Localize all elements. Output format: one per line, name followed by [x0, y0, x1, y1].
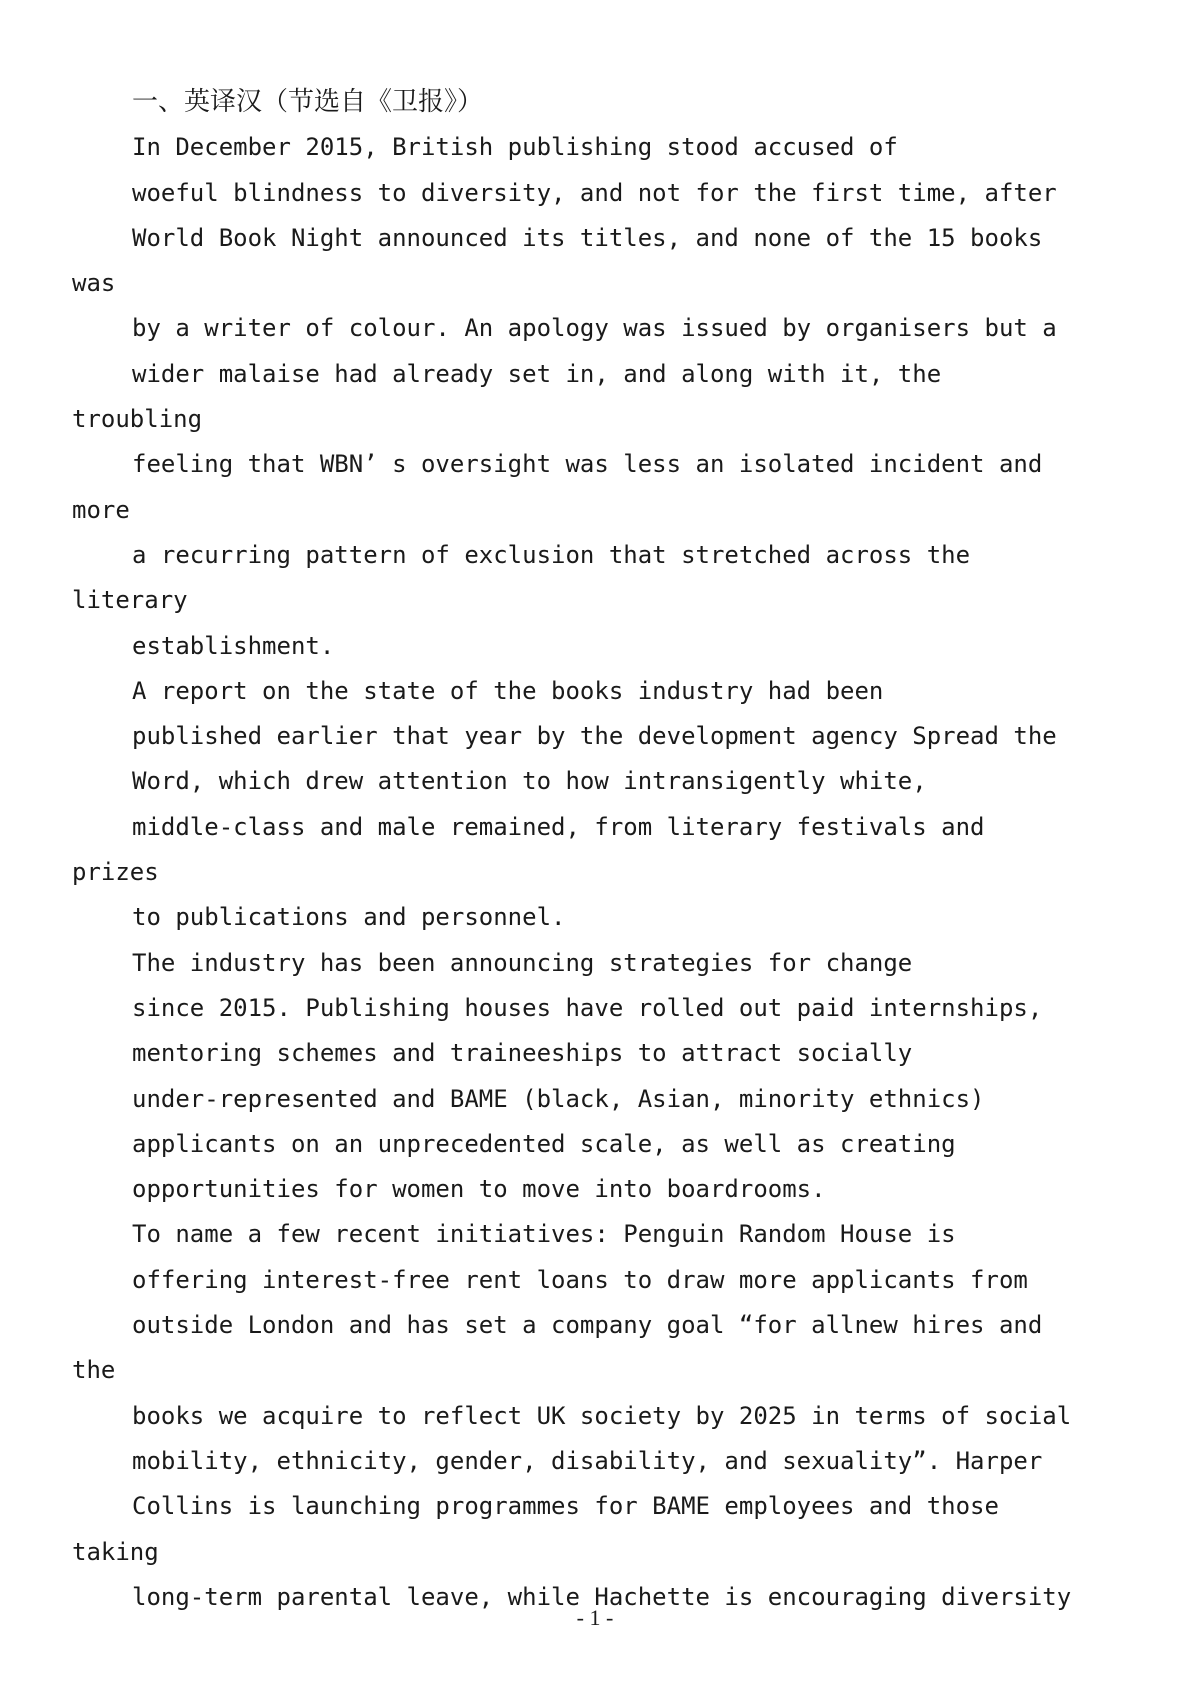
text-line: mentoring schemes and traineeships to attract socially	[132, 1039, 913, 1068]
text-line: outside London and has set a company goal “for allnew hires and	[132, 1311, 1043, 1340]
text-line: applicants on an unprecedented scale, as well as creating	[132, 1129, 956, 1158]
text-line: published earlier that year by the development agency Spread the	[132, 722, 1057, 751]
text-line: wider malaise had already set in, and along with it, the	[132, 359, 942, 388]
text-line-wrapped: troubling	[72, 405, 203, 434]
text-line: Word, which drew attention to how intransigently white,	[132, 767, 927, 796]
text-line: A report on the state of the books industry had been	[132, 676, 884, 705]
text-line: In December 2015, British publishing stood accused of	[132, 133, 898, 162]
text-line: long-term parental leave, while Hachette is encouraging diversity	[132, 1582, 1072, 1611]
text-line: to publications and personnel.	[132, 903, 566, 932]
text-line: establishment.	[132, 631, 335, 660]
section-heading: 一、英译汉（节选自《卫报》）	[132, 87, 484, 117]
text-line-wrapped: more	[72, 495, 130, 524]
text-line: by a writer of colour. An apology was issued by organisers but a	[132, 314, 1057, 343]
text-line: World Book Night announced its titles, and none of the 15 books	[132, 223, 1043, 252]
document-body	[0, 80, 1190, 1620]
text-line: The industry has been announcing strategies for change	[132, 948, 913, 977]
text-line-wrapped: was	[72, 269, 116, 298]
text-line: feeling that WBN’ s oversight was less an isolated incident and	[132, 450, 1043, 479]
text-line-wrapped: taking	[72, 1537, 159, 1566]
text-line: opportunities for women to move into boardrooms.	[132, 1175, 826, 1204]
text-line: middle-class and male remained, from literary festivals and	[132, 812, 985, 841]
text-line: under-represented and BAME (black, Asian, minority ethnics)	[132, 1084, 985, 1113]
text-line: since 2015. Publishing houses have rolled out paid internships,	[132, 993, 1043, 1022]
text-line-wrapped: prizes	[72, 858, 159, 887]
text-line: Collins is launching programmes for BAME employees and those	[132, 1492, 999, 1521]
text-line: mobility, ethnicity, gender, disability, and sexuality”. Harper	[132, 1446, 1043, 1475]
text-line: To name a few recent initiatives: Penguin Random House is	[132, 1220, 956, 1249]
text-line: a recurring pattern of exclusion that stretched across the	[132, 540, 971, 569]
page-number: - 1 -	[576, 1605, 614, 1630]
text-line: offering interest-free rent loans to draw more applicants from	[132, 1265, 1028, 1294]
text-line-wrapped: literary	[72, 586, 188, 615]
text-line: woeful blindness to diversity, and not for the first time, after	[132, 178, 1057, 207]
text-line: books we acquire to reflect UK society by 2025 in terms of social	[132, 1401, 1072, 1430]
text-line-wrapped: the	[72, 1356, 116, 1385]
